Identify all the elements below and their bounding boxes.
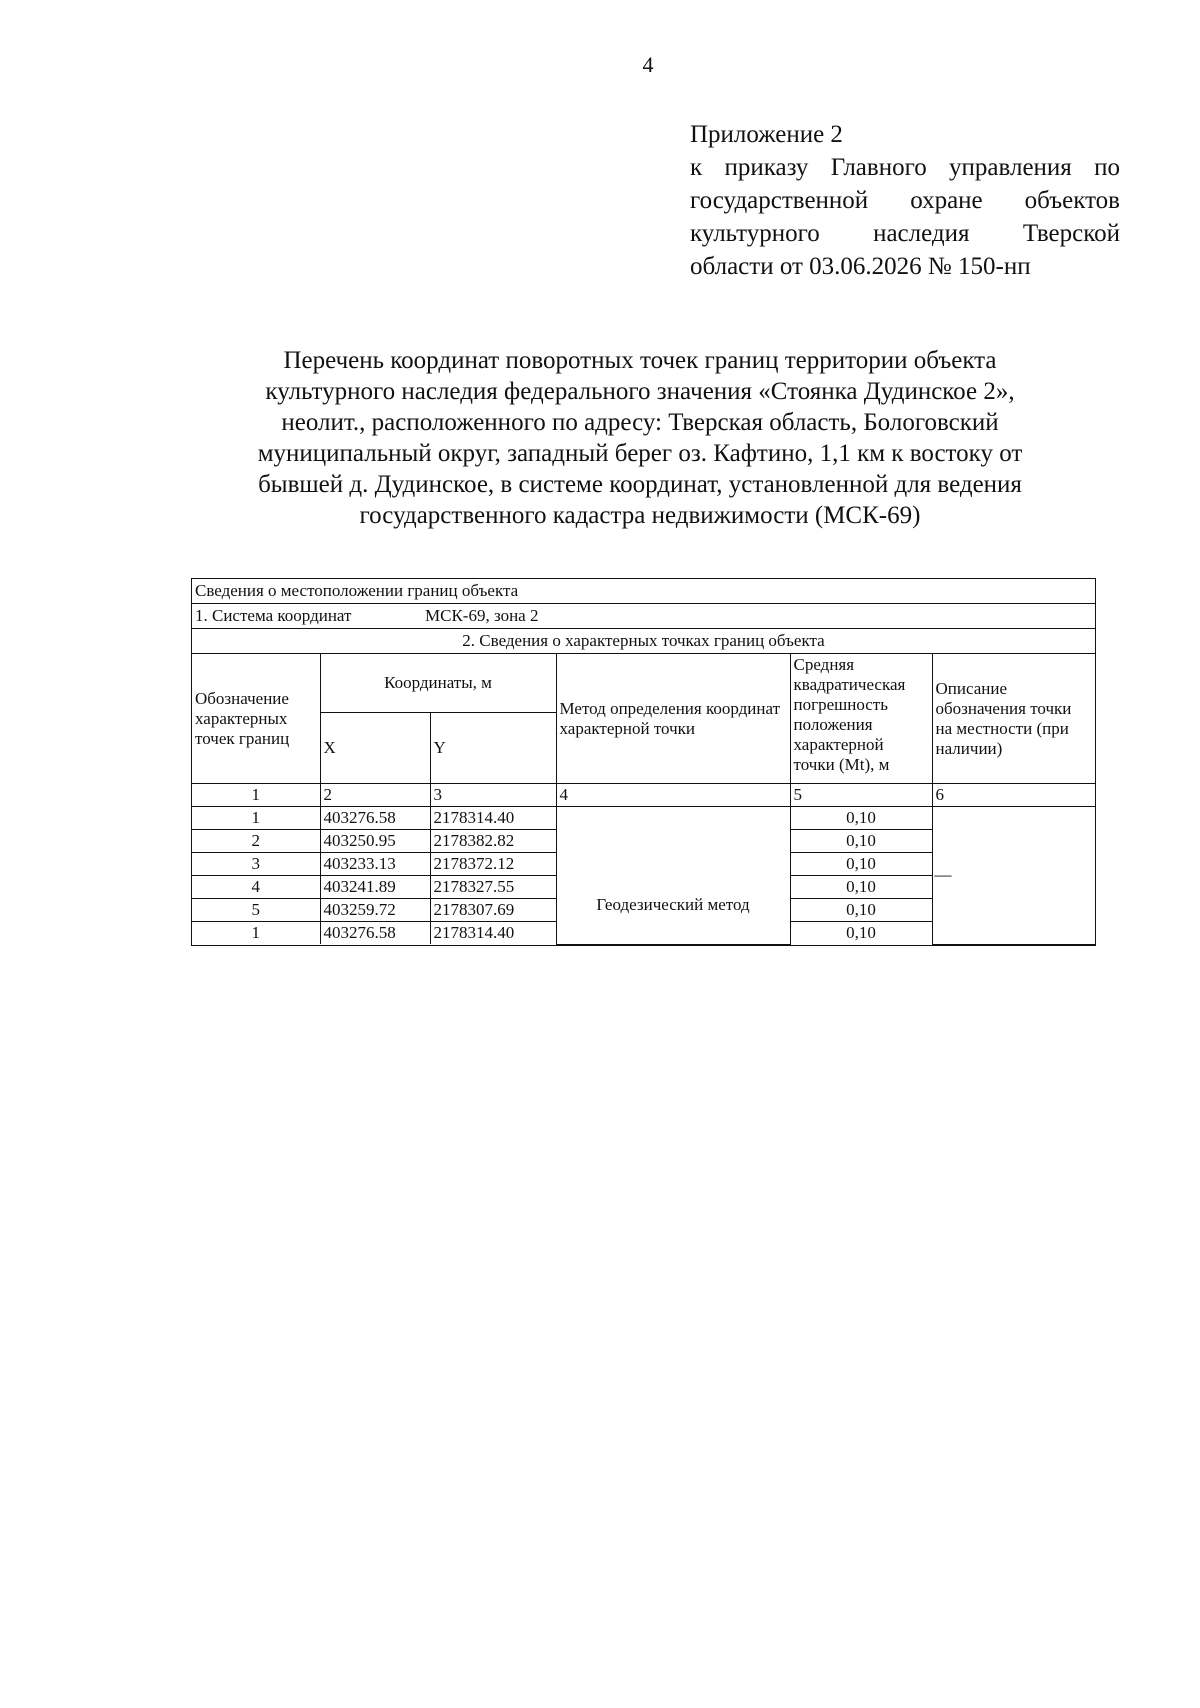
- coordinate-system-label: 1. Система координат: [195, 606, 352, 625]
- method-cell: Геодезический метод: [556, 807, 790, 945]
- page-number: 4: [642, 52, 654, 77]
- x-coordinate: 403259.72: [320, 899, 430, 922]
- x-coordinate: 403250.95: [320, 830, 430, 853]
- x-coordinate: 403241.89: [320, 876, 430, 899]
- column-number: 3: [430, 784, 556, 807]
- header-mean-error: Средняя квадратическая погрешность положения характерной точки (Mt), м: [790, 654, 932, 784]
- points-section-header: [192, 629, 1095, 654]
- coordinate-system-value: МСК-69, зона 2: [425, 606, 539, 625]
- point-number: 5: [192, 899, 320, 922]
- table-row: [192, 807, 1095, 830]
- title-line: культурного наследия федерального значения «Стоянка Дудинское 2»,: [265, 378, 1015, 405]
- boundary-coordinates-table: [191, 578, 1096, 946]
- mean-error: 0,10: [790, 807, 932, 830]
- y-coordinate: 2178307.69: [430, 899, 556, 922]
- header-method: Метод определения координат характерной точки: [556, 654, 790, 784]
- y-coordinate: 2178314.40: [430, 922, 556, 945]
- appendix-header: [690, 118, 1120, 283]
- y-coordinate: 2178372.12: [430, 853, 556, 876]
- description-cell: —: [932, 807, 1095, 945]
- appendix-title: Приложение 2: [690, 121, 843, 148]
- mean-error: 0,10: [790, 876, 932, 899]
- point-number: 3: [192, 853, 320, 876]
- title-line: Перечень координат поворотных точек границ территории объекта: [283, 347, 997, 374]
- appendix-line: области от 03.06.2026 № 150-нп: [690, 253, 1031, 280]
- document-title: [190, 345, 1090, 531]
- x-coordinate: 403276.58: [320, 922, 430, 945]
- section-header-text: Сведения о местоположении границ объекта: [195, 581, 519, 600]
- column-number: 1: [192, 784, 320, 807]
- section-header: [192, 579, 1095, 604]
- appendix-line: государственной охране объектов: [690, 187, 1120, 214]
- title-line: государственного кадастра недвижимости (МСК-69): [359, 502, 921, 529]
- coordinate-system-row: [192, 604, 1095, 629]
- column-number: 6: [932, 784, 1095, 807]
- x-coordinate: 403276.58: [320, 807, 430, 830]
- x-coordinate: 403233.13: [320, 853, 430, 876]
- appendix-line: культурного наследия Тверской: [690, 220, 1120, 247]
- column-number: 4: [556, 784, 790, 807]
- header-x: X: [320, 713, 430, 784]
- column-number: 5: [790, 784, 932, 807]
- y-coordinate: 2178327.55: [430, 876, 556, 899]
- title-line: бывшей д. Дудинское, в системе координат, установленной для ведения: [258, 471, 1022, 498]
- appendix-line: к приказу Главного управления по: [690, 154, 1120, 181]
- column-number: 2: [320, 784, 430, 807]
- column-number-row: [192, 784, 1095, 807]
- point-number: 2: [192, 830, 320, 853]
- point-number: 1: [192, 922, 320, 945]
- points-section-header-text: 2. Сведения о характерных точках границ объекта: [462, 631, 825, 650]
- mean-error: 0,10: [790, 922, 932, 945]
- header-point-designation: Обозначение характерных точек границ: [192, 654, 320, 784]
- header-y: Y: [430, 713, 556, 784]
- y-coordinate: 2178382.82: [430, 830, 556, 853]
- point-number: 1: [192, 807, 320, 830]
- mean-error: 0,10: [790, 830, 932, 853]
- y-coordinate: 2178314.40: [430, 807, 556, 830]
- header-description: Описание обозначения точки на местности (при наличии): [932, 654, 1095, 784]
- points-table: [192, 654, 1095, 945]
- header-coordinates: Координаты, м: [320, 654, 556, 713]
- title-line: неолит., расположенного по адресу: Тверская область, Бологовский: [281, 409, 999, 436]
- point-number: 4: [192, 876, 320, 899]
- mean-error: 0,10: [790, 853, 932, 876]
- title-line: муниципальный округ, западный берег оз. Кафтино, 1,1 км к востоку от: [257, 440, 1023, 467]
- mean-error: 0,10: [790, 899, 932, 922]
